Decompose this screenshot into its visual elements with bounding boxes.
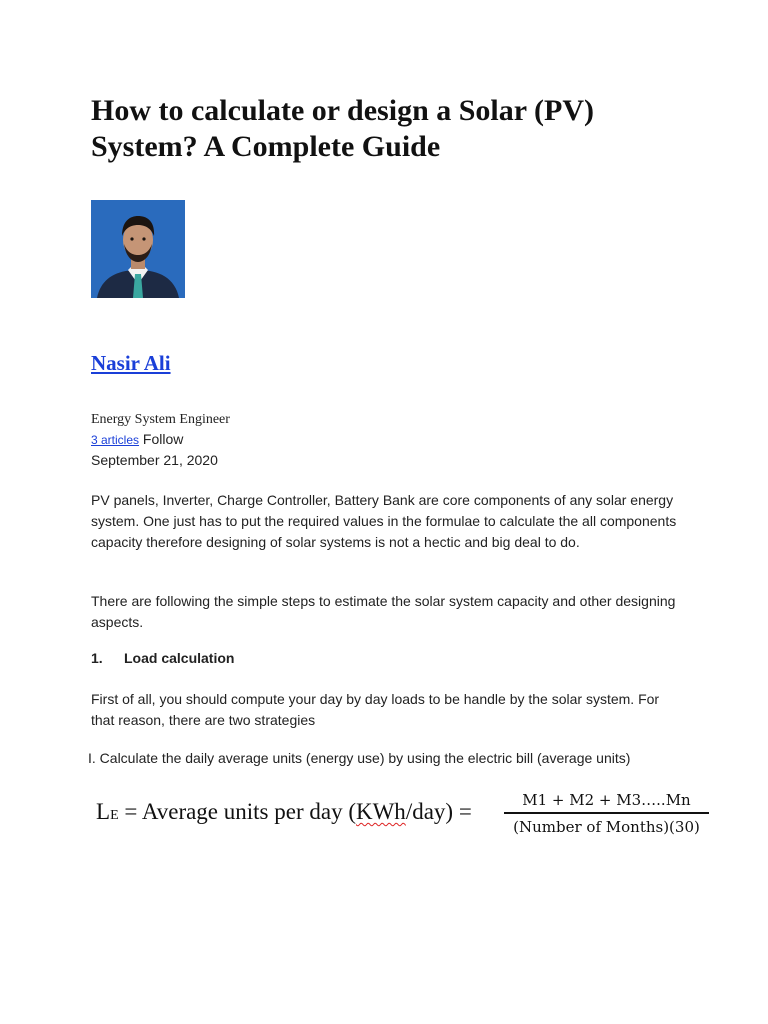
section-heading-load-calculation: [91, 650, 234, 666]
formula-denominator: (Number of Months)(30): [513, 817, 700, 836]
publish-date: September 21, 2020: [91, 452, 218, 468]
author-meta-row: [91, 431, 183, 447]
body-paragraph-strategy-one: I. Calculate the daily average units (energy use) by using the electric bill (average units): [88, 750, 631, 766]
formula-lhs: [96, 799, 472, 825]
author-avatar[interactable]: [91, 200, 185, 298]
formula-fraction: [504, 789, 709, 838]
body-paragraph-steps: There are following the simple steps to estimate the solar system capacity and other designing aspects.: [91, 593, 676, 630]
author-portrait-icon: [91, 200, 185, 298]
formula-subscript: E: [110, 808, 119, 823]
formula-symbol: L: [96, 799, 111, 824]
section-title: Load calculation: [124, 650, 235, 666]
articles-count-link[interactable]: 3 articles: [91, 433, 140, 447]
formula-text-b: /day) =: [405, 799, 472, 824]
formula-fraction-bar: [504, 812, 709, 814]
load-energy-formula: [96, 789, 716, 839]
follow-button[interactable]: Follow: [142, 431, 184, 447]
author-name-link[interactable]: Nasir Ali: [91, 351, 171, 375]
body-paragraph-strategies: First of all, you should compute your day by day loads to be handle by the solar system. For that reason, there are two strategies: [91, 691, 660, 728]
formula-unit: KWh: [355, 799, 406, 824]
formula-text-a: = Average units per day (: [118, 799, 356, 824]
body-paragraph-intro: PV panels, Inverter, Charge Controller, Battery Bank are core components of any solar energy system. One just has to put the required values in the formulae to calculate the all components capacity therefore designing of solar systems is not a hectic and big deal to do.: [91, 492, 677, 550]
formula-numerator: M1 + M2 + M3…..Mn: [522, 791, 691, 809]
article-title: How to calculate or design a Solar (PV) System? A Complete Guide: [91, 94, 595, 163]
section-number: 1.: [91, 650, 103, 666]
author-role: Energy System Engineer: [91, 412, 230, 427]
